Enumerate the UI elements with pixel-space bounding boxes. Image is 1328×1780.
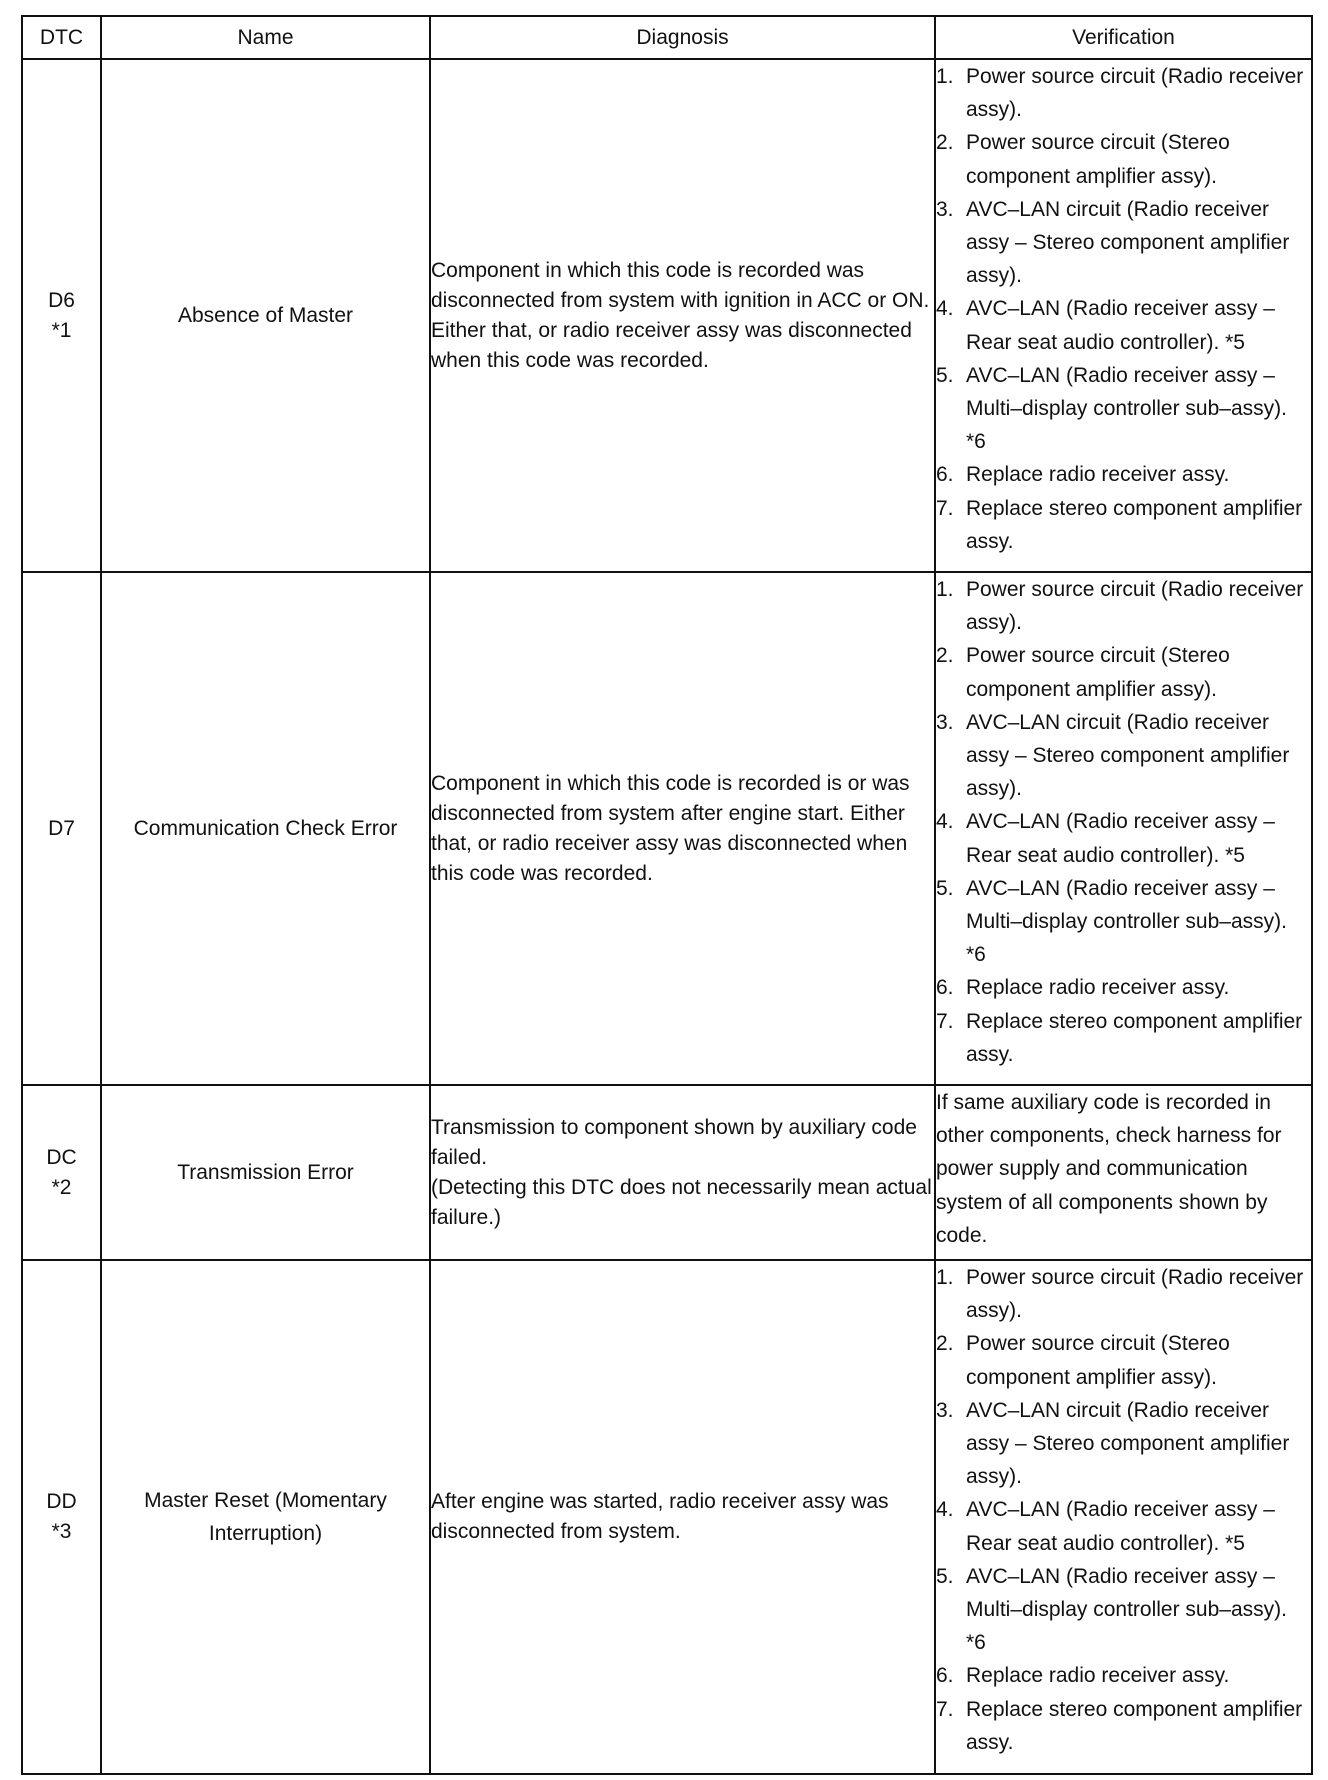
list-item: 2. Power source circuit (Stereo component amplifier assy). (936, 1332, 1230, 1389)
list-item: 6. Replace radio receiver assy. (936, 463, 1230, 487)
name-cell: Master Reset (Momentary Interruption) (101, 1260, 430, 1774)
verification-cell (935, 572, 1312, 1085)
list-item: 6. Replace radio receiver assy. (936, 1664, 1230, 1688)
list-item: 7. Replace stereo component amplifier assy. (936, 496, 1303, 553)
table-row (22, 572, 1312, 1085)
dtc-cell (22, 59, 101, 572)
dtc-code: D7 (48, 816, 75, 840)
verification-list (936, 60, 1311, 558)
name-cell: Communication Check Error (101, 572, 430, 1085)
list-item: 4. AVC–LAN (Radio receiver assy – Rear seat audio controller). *5 (936, 297, 1275, 354)
dtc-table (21, 15, 1313, 1775)
list-item: 3. AVC–LAN circuit (Radio receiver assy – Stereo component amplifier assy). (936, 197, 1290, 288)
verification-cell (935, 59, 1312, 572)
name-cell: Transmission Error (101, 1085, 430, 1260)
diagnosis-note: (Detecting this DTC does not necessarily mean actual failure.) (431, 1175, 932, 1229)
dtc-code: D6 (48, 288, 75, 312)
list-item: 4. AVC–LAN (Radio receiver assy – Rear seat audio controller). *5 (936, 1498, 1275, 1555)
header-diagnosis: Diagnosis (430, 16, 935, 59)
dtc-code: DC (46, 1145, 77, 1169)
list-item: 1. Power source circuit (Radio receiver assy). (936, 1266, 1304, 1323)
header-dtc: DTC (22, 16, 101, 59)
list-item: 2. Power source circuit (Stereo component amplifier assy). (936, 644, 1230, 701)
table-row (22, 1085, 1312, 1260)
list-item: 7. Replace stereo component amplifier assy. (936, 1697, 1303, 1754)
list-item: 7. Replace stereo component amplifier assy. (936, 1009, 1303, 1066)
list-item: 2. Power source circuit (Stereo component amplifier assy). (936, 131, 1230, 188)
dtc-cell (22, 1085, 101, 1260)
verification-list (936, 573, 1311, 1071)
verification-list (936, 1261, 1311, 1759)
table-row (22, 59, 1312, 572)
list-item: 4. AVC–LAN (Radio receiver assy – Rear seat audio controller). *5 (936, 810, 1275, 867)
diagnosis-cell: Component in which this code is recorded is or was disconnected from system after engine start. Either that, or radio receiver assy was disconnected when this code was recorded. (430, 572, 935, 1085)
list-item: 5. AVC–LAN (Radio receiver assy – Multi–display controller sub–assy). *6 (936, 876, 1287, 967)
list-item: 1. Power source circuit (Radio receiver assy). (936, 65, 1304, 122)
list-item: 5. AVC–LAN (Radio receiver assy – Multi–display controller sub–assy). *6 (936, 363, 1287, 454)
dtc-note: *2 (51, 1175, 72, 1199)
dtc-cell (22, 1260, 101, 1774)
table-header-row (22, 16, 1312, 59)
verification-text: If same auxiliary code is recorded in other components, check harness for power supply and communication system of all components shown by code. (936, 1091, 1282, 1247)
list-item: 3. AVC–LAN circuit (Radio receiver assy – Stereo component amplifier assy). (936, 710, 1290, 801)
header-verification: Verification (935, 16, 1312, 59)
list-item: 6. Replace radio receiver assy. (936, 976, 1230, 1000)
diagnosis-text: Transmission to component shown by auxiliary code failed. (431, 1115, 917, 1169)
dtc-note: *1 (51, 318, 72, 342)
dtc-cell (22, 572, 101, 1085)
name-cell: Absence of Master (101, 59, 430, 572)
dtc-note: *3 (51, 1520, 72, 1543)
dtc-code: DD (46, 1490, 77, 1513)
table-row (22, 1260, 1312, 1774)
diagnosis-cell: Component in which this code is recorded was disconnected from system with ignition in ACC or ON. Either that, or radio receiver assy was disconnected when this code was recorded. (430, 59, 935, 572)
verification-cell (935, 1085, 1312, 1260)
list-item: 5. AVC–LAN (Radio receiver assy – Multi–display controller sub–assy). *6 (936, 1564, 1287, 1655)
header-name: Name (101, 16, 430, 59)
diagnosis-cell: After engine was started, radio receiver assy was disconnected from system. (430, 1260, 935, 1774)
list-item: 3. AVC–LAN circuit (Radio receiver assy – Stereo component amplifier assy). (936, 1398, 1290, 1489)
list-item: 1. Power source circuit (Radio receiver assy). (936, 578, 1304, 635)
diagnosis-cell (430, 1085, 935, 1260)
verification-cell (935, 1260, 1312, 1774)
